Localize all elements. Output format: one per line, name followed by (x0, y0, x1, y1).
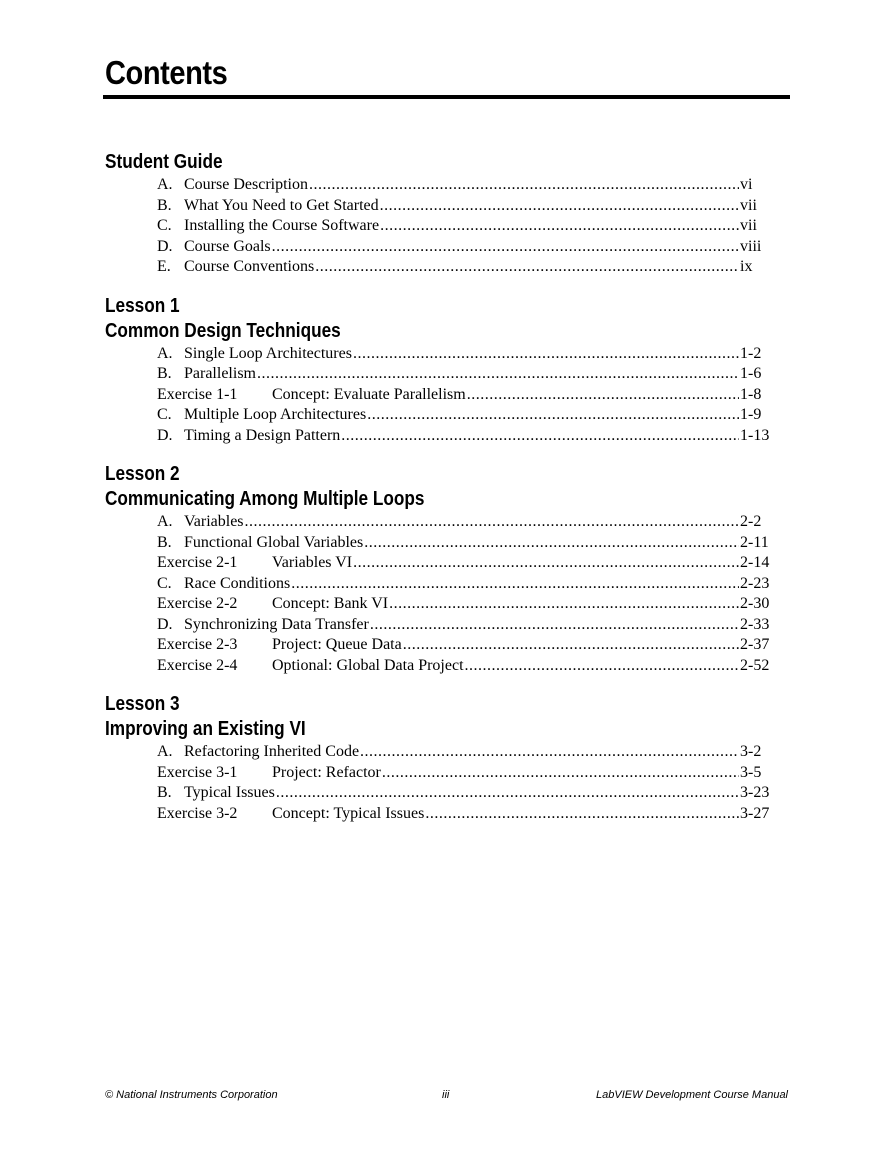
entry-label (157, 594, 388, 615)
toc-entry[interactable] (157, 364, 773, 385)
entry-label (157, 615, 369, 636)
entry-letter: A. (157, 344, 173, 362)
entry-page-number: 3-23 (740, 784, 770, 801)
entry-title: Functional Global Variables (184, 533, 364, 551)
entry-letter: A. (157, 176, 173, 193)
entry-label (157, 196, 379, 217)
toc-entry[interactable] (157, 742, 773, 763)
entry-title: Parallelism (184, 365, 256, 382)
toc-entry[interactable] (157, 257, 773, 278)
dot-leader (364, 533, 739, 554)
entry-page-number: 3-2 (740, 743, 762, 760)
toc-section (105, 462, 785, 676)
entry-page-number: 3-5 (740, 763, 762, 781)
entry-page-number: 2-33 (740, 615, 770, 633)
toc-entry[interactable] (157, 615, 773, 636)
page-title: Contents (105, 54, 228, 91)
toc-entry[interactable] (157, 216, 773, 237)
entry-title: Installing the Course Software (184, 217, 380, 234)
toc-section (105, 150, 785, 278)
entry-page-number: viii (740, 237, 762, 255)
dot-leader (425, 804, 739, 825)
entry-label (157, 635, 402, 656)
dot-leader (291, 574, 739, 595)
entry-letter: D. (157, 237, 173, 255)
entry-title: Variables VI (272, 554, 353, 571)
entry-title: Race Conditions (184, 574, 291, 592)
dot-leader (467, 385, 739, 406)
toc-entry[interactable] (157, 237, 773, 258)
dot-leader (353, 344, 739, 365)
entry-title: Concept: Typical Issues (272, 804, 425, 822)
entry-title: Project: Refactor (272, 763, 381, 781)
dot-leader (353, 553, 739, 574)
entry-label (157, 763, 381, 784)
toc-entry[interactable] (157, 574, 773, 595)
entry-page-number: 2-11 (740, 533, 769, 551)
section-heading (105, 462, 690, 512)
toc-exercise-entry[interactable] (157, 804, 773, 825)
entry-title: Concept: Bank VI (272, 595, 389, 612)
toc-entry[interactable] (157, 405, 773, 426)
page-footer (105, 1087, 790, 1103)
dot-leader (272, 237, 739, 258)
footer-manual-title: LabVIEW Development Course Manual (596, 1089, 788, 1101)
toc-entry[interactable] (157, 344, 773, 365)
entry-title: Variables (184, 513, 244, 530)
entry-title: Course Goals (184, 237, 271, 255)
entry-letter: B. (157, 533, 172, 551)
entry-title: Optional: Global Data Project (272, 656, 464, 674)
dot-leader (380, 196, 739, 217)
entry-title: Course Description (184, 176, 308, 193)
entry-label (157, 405, 366, 426)
entry-title: Concept: Evaluate Parallelism (272, 385, 466, 403)
toc-exercise-entry[interactable] (157, 385, 773, 406)
entry-letter: E. (157, 258, 171, 275)
entry-page-number: vii (740, 217, 757, 234)
toc-exercise-entry[interactable] (157, 763, 773, 784)
entry-label (157, 344, 352, 365)
entry-label (157, 257, 314, 278)
exercise-number: Exercise 2-1 (157, 554, 238, 571)
entry-letter: A. (157, 513, 173, 530)
entry-page-number: ix (740, 258, 753, 275)
entry-label (157, 533, 363, 554)
dot-leader (370, 615, 739, 636)
entry-page-number: 2-2 (740, 513, 762, 530)
toc-entry[interactable] (157, 196, 773, 217)
entry-title: Single Loop Architectures (184, 344, 352, 362)
section-heading-line: Lesson 3 (105, 693, 180, 715)
entry-label (157, 385, 466, 406)
section-heading-line: Improving an Existing VI (105, 718, 306, 740)
dot-leader (465, 656, 739, 677)
section-heading-line: Common Design Techniques (105, 319, 341, 342)
entry-page-number: 1-8 (740, 385, 762, 403)
footer-page-number: iii (442, 1089, 450, 1101)
dot-leader (403, 635, 739, 656)
toc-entry[interactable] (157, 512, 773, 533)
entry-page-number: 2-37 (740, 636, 770, 653)
dot-leader (380, 216, 739, 237)
entry-page-number: vi (740, 176, 753, 193)
entry-label (157, 574, 290, 595)
entry-label (157, 656, 464, 677)
entry-page-number: vii (740, 196, 757, 214)
entry-title: Timing a Design Pattern (184, 426, 341, 444)
toc-entry[interactable] (157, 426, 773, 447)
entry-letter: C. (157, 574, 172, 592)
entry-page-number: 2-14 (740, 554, 770, 571)
exercise-number: Exercise 2-4 (157, 656, 238, 674)
entry-label (157, 426, 340, 447)
entry-label (157, 742, 359, 763)
toc-exercise-entry[interactable] (157, 656, 773, 677)
entry-letter: D. (157, 615, 173, 633)
toc-entry[interactable] (157, 783, 773, 804)
entry-letter: D. (157, 426, 173, 444)
entry-label (157, 175, 308, 196)
toc-exercise-entry[interactable] (157, 553, 773, 574)
entry-letter: B. (157, 196, 172, 214)
dot-leader (257, 364, 739, 385)
section-heading-line: Student Guide (105, 151, 223, 173)
entry-label (157, 216, 379, 237)
section-heading-line: Lesson 1 (105, 294, 180, 317)
entry-title: Project: Queue Data (272, 636, 402, 653)
entry-label (157, 237, 271, 258)
entry-label (157, 553, 352, 574)
dot-leader (341, 426, 739, 447)
entry-page-number: 1-2 (740, 344, 762, 362)
dot-leader (389, 594, 739, 615)
exercise-number: Exercise 2-2 (157, 595, 238, 612)
entry-page-number: 1-6 (740, 365, 762, 382)
entry-title: Course Conventions (184, 258, 315, 275)
section-heading-line: Communicating Among Multiple Loops (105, 488, 425, 510)
dot-leader (245, 512, 739, 533)
entry-letter: A. (157, 743, 173, 760)
footer-copyright: © National Instruments Corporation (105, 1089, 278, 1101)
entry-title: Typical Issues (184, 784, 275, 801)
entry-page-number: 2-23 (740, 574, 770, 592)
entry-title: What You Need to Get Started (184, 196, 379, 214)
entry-label (157, 783, 275, 804)
table-of-contents (105, 150, 785, 840)
toc-exercise-entry[interactable] (157, 594, 773, 615)
entry-letter: B. (157, 784, 172, 801)
entry-title: Refactoring Inherited Code (184, 743, 360, 760)
exercise-number: Exercise 2-3 (157, 636, 238, 653)
dot-leader (309, 175, 739, 196)
entry-page-number: 3-27 (740, 804, 770, 822)
entry-title: Synchronizing Data Transfer (184, 615, 369, 633)
toc-exercise-entry[interactable] (157, 635, 773, 656)
toc-entry[interactable] (157, 175, 773, 196)
entry-label (157, 364, 256, 385)
toc-section (105, 692, 785, 824)
entry-page-number: 1-9 (740, 406, 762, 423)
section-heading (105, 294, 690, 344)
dot-leader (367, 405, 739, 426)
exercise-number: Exercise 3-2 (157, 804, 238, 822)
exercise-number: Exercise 1-1 (157, 385, 238, 403)
dot-leader (276, 783, 739, 804)
title-rule (103, 95, 790, 99)
toc-section (105, 294, 785, 447)
section-heading (105, 692, 690, 742)
entry-label (157, 512, 244, 533)
entry-letter: B. (157, 365, 172, 382)
entry-title: Multiple Loop Architectures (184, 406, 367, 423)
dot-leader (382, 763, 739, 784)
entry-page-number: 2-30 (740, 595, 770, 612)
dot-leader (360, 742, 739, 763)
section-heading-line: Lesson 2 (105, 463, 180, 485)
dot-leader (315, 257, 739, 278)
entry-letter: C. (157, 406, 172, 423)
entry-page-number: 1-13 (740, 426, 770, 444)
toc-entry[interactable] (157, 533, 773, 554)
entry-letter: C. (157, 217, 172, 234)
entry-page-number: 2-52 (740, 656, 770, 674)
entry-label (157, 804, 424, 825)
exercise-number: Exercise 3-1 (157, 763, 238, 781)
section-heading (105, 150, 690, 175)
